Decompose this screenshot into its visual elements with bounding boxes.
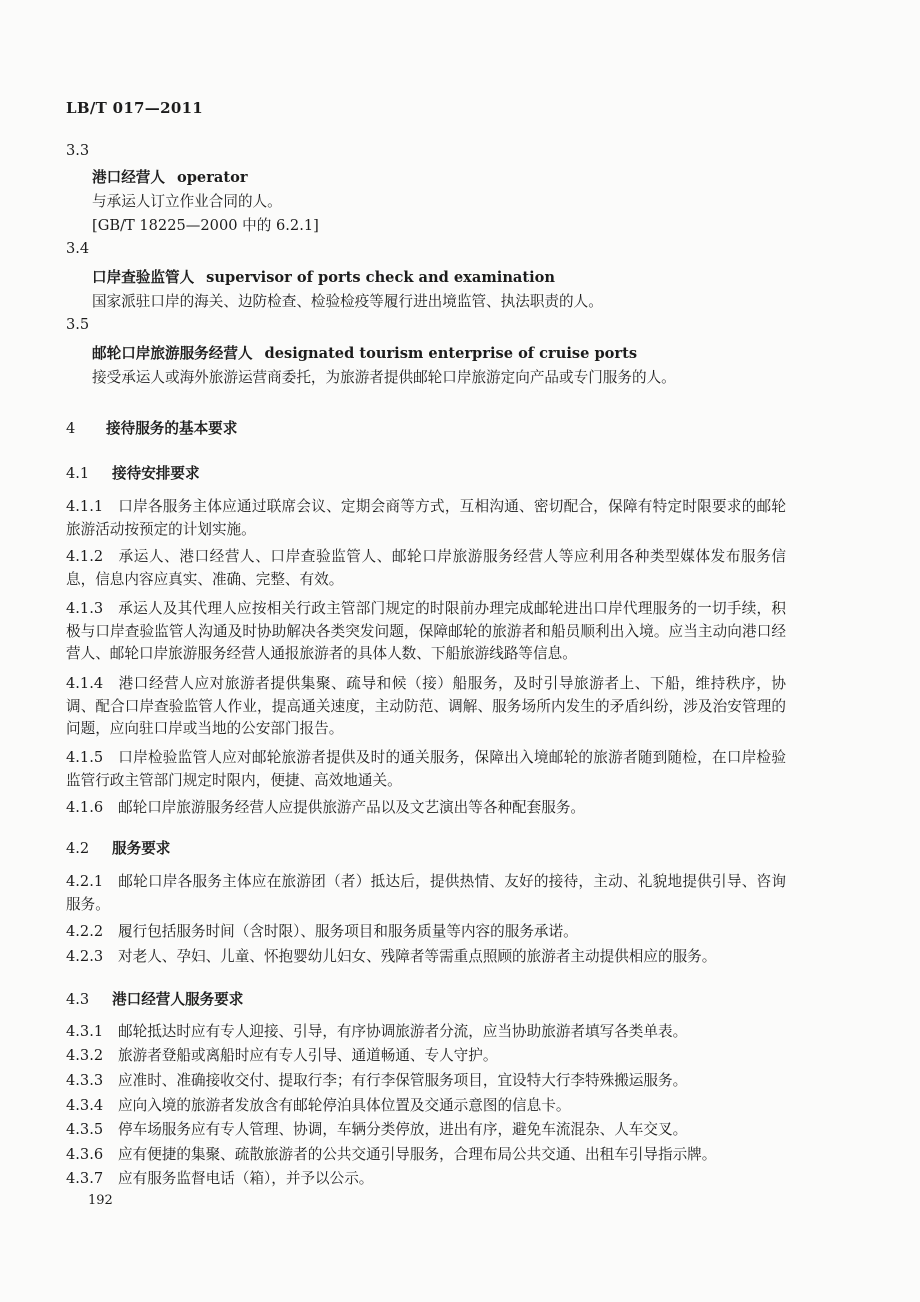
subsection-title: 服务要求 [112,840,171,857]
term-zh: 邮轮口岸旅游服务经营人 [92,345,253,362]
term-en: designated tourism enterprise of cruise ports [264,345,638,362]
term-title [92,342,792,365]
subsection-heading [66,462,200,483]
clause-paragraph [66,546,786,591]
clause-paragraph [66,1119,786,1142]
clause-number: 4.2.1 [66,873,104,890]
standard-code-header: LB/T 017—2011 [66,99,204,117]
clause-text: 邮轮抵达时应有专人迎接、引导，有序协调旅游者分流，应当协助旅游者填写各类单表。 [118,1023,688,1040]
clause-number: 4.1.5 [66,749,104,766]
term-en: supervisor of ports check and examination [206,269,556,286]
section-title: 接待服务的基本要求 [106,420,238,437]
clause-text: 应准时、准确接收交付、提取行李；有行李保管服务项目，宜设特大行李特殊搬运服务。 [118,1072,688,1089]
clause-text: 履行包括服务时间（含时限）、服务项目和服务质量等内容的服务承诺。 [118,923,578,940]
clause-number: 4.3.7 [66,1170,104,1187]
clause-paragraph [66,673,786,741]
subsection-title: 港口经营人服务要求 [112,991,244,1008]
clause-number: 4.1.1 [66,498,104,515]
clause-text: 旅游者登船或离船时应有专人引导、通道畅通、专人守护。 [118,1047,498,1064]
clause-number: 4.3.2 [66,1047,104,1064]
clause-paragraph [66,921,786,944]
clause-text: 承运人及其代理人应按相关行政主管部门规定的时限前办理完成邮轮进出口岸代理服务的一切手续，积极与口岸查验监管人沟通及时协助解决各类突发问题，保障邮轮的旅游者和船员顺利出入境。应当主动向港口经营人、邮轮口岸旅游服务经营人通报旅游者的具体人数、下船旅游线路等信息。 [66,600,786,663]
term-definition: 接受承运人或海外旅游运营商委托，为旅游者提供邮轮口岸旅游定向产品或专门服务的人。 [92,369,676,386]
clause-text: 承运人、港口经营人、口岸查验监管人、邮轮口岸旅游服务经营人等应利用各种类型媒体发布服务信息，信息内容应真实、准确、完整、有效。 [66,548,786,588]
clause-paragraph [66,496,786,541]
clause-paragraph [66,797,786,820]
clause-text: 应有服务监督电话（箱），并予以公示。 [118,1170,374,1187]
clause-text: 邮轮口岸各服务主体应在旅游团（者）抵达后，提供热情、友好的接待，主动、礼貌地提供引导、咨询服务。 [66,873,786,913]
term-reference: [GB/T 18225—2000 中的 6.2.1] [92,217,319,234]
term-title [92,266,792,289]
clause-number: 4.3.4 [66,1097,104,1114]
clause-paragraph [66,1045,786,1068]
term-number: 3.5 [66,316,90,333]
subsection-number: 4.3 [66,991,90,1008]
term-title [92,166,792,189]
subsection-heading [66,837,170,858]
clause-text: 口岸检验监管人应对邮轮旅游者提供及时的通关服务，保障出入境邮轮的旅游者随到随检，在口岸检验监管行政主管部门规定时限内，便捷、高效地通关。 [66,749,786,789]
term-number: 3.3 [66,142,90,159]
clause-paragraph [66,946,786,969]
clause-paragraph [66,1070,786,1093]
clause-text: 港口经营人应对旅游者提供集聚、疏导和候（接）船服务，及时引导旅游者上、下船，维持秩序，协调、配合口岸查验监管人作业，提高通关速度，主动防范、调解、服务场所内发生的矛盾纠纷，涉及治安管理的问题，应向驻口岸或当地的公安部门报告。 [66,675,786,738]
clause-text: 停车场服务应有专人管理、协调，车辆分类停放，进出有序，避免车流混杂、人车交叉。 [118,1121,688,1138]
clause-number: 4.3.1 [66,1023,104,1040]
term-number: 3.4 [66,240,90,257]
clause-paragraph [66,1168,786,1191]
subsection-title: 接待安排要求 [112,465,200,482]
clause-number: 4.1.3 [66,600,104,617]
clause-paragraph [66,598,786,666]
term-definition: 国家派驻口岸的海关、边防检查、检验检疫等履行进出境监管、执法职责的人。 [92,293,603,310]
clause-paragraph [66,1144,786,1167]
clause-number: 4.1.6 [66,799,104,816]
clause-number: 4.2.3 [66,948,104,965]
term-definition: 与承运人订立作业合同的人。 [92,193,282,210]
section-heading [66,417,237,438]
clause-paragraph [66,1095,786,1118]
clause-number: 4.2.2 [66,923,104,940]
section-number: 4 [66,420,76,437]
clause-number: 4.3.5 [66,1121,104,1138]
clause-text: 对老人、孕妇、儿童、怀抱婴幼儿妇女、残障者等需重点照顾的旅游者主动提供相应的服务。 [118,948,717,965]
clause-text: 应向入境的旅游者发放含有邮轮停泊具体位置及交通示意图的信息卡。 [118,1097,571,1114]
clause-text: 口岸各服务主体应通过联席会议、定期会商等方式，互相沟通、密切配合，保障有特定时限要求的邮轮旅游活动按预定的计划实施。 [66,498,786,538]
clause-paragraph [66,871,786,916]
subsection-number: 4.1 [66,465,90,482]
clause-number: 4.3.3 [66,1072,104,1089]
term-zh: 港口经营人 [92,169,165,186]
clause-number: 4.1.4 [66,675,104,692]
clause-paragraph [66,747,786,792]
clause-number: 4.3.6 [66,1146,104,1163]
subsection-number: 4.2 [66,840,90,857]
clause-paragraph [66,1021,786,1044]
clause-text: 邮轮口岸旅游服务经营人应提供旅游产品以及文艺演出等各种配套服务。 [118,799,586,816]
clause-text: 应有便捷的集聚、疏散旅游者的公共交通引导服务，合理布局公共交通、出租车引导指示牌。 [118,1146,717,1163]
subsection-heading [66,988,243,1009]
page-number: 192 [88,1193,113,1208]
clause-number: 4.1.2 [66,548,104,565]
term-zh: 口岸查验监管人 [92,269,195,286]
term-en: operator [176,169,248,186]
